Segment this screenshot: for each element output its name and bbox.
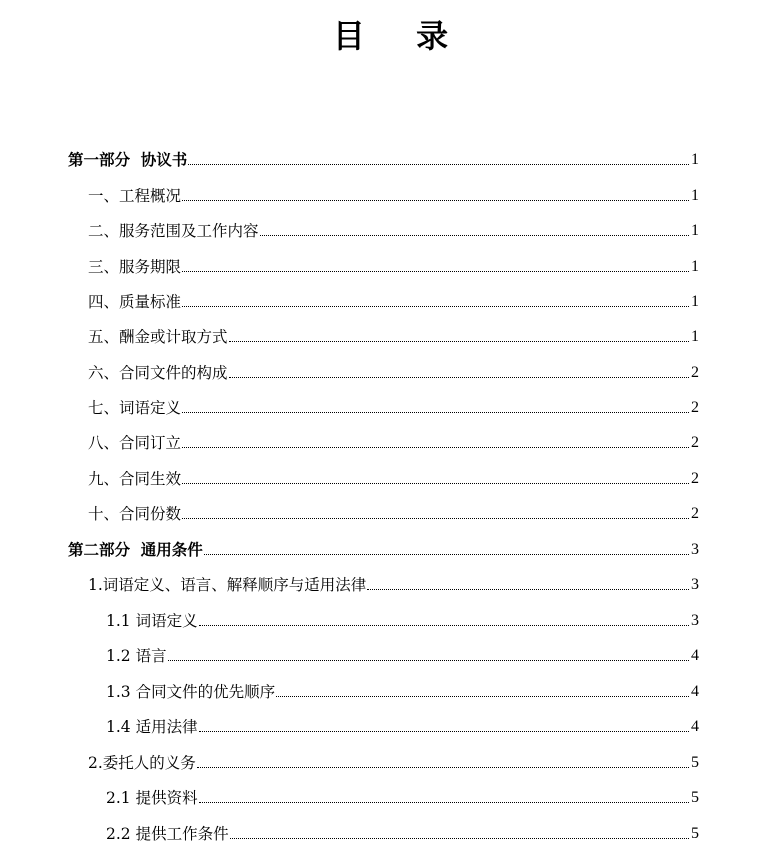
dot-leader xyxy=(182,411,689,413)
dot-leader xyxy=(182,305,689,307)
toc-entry-label: 五、酬金或计取方式 xyxy=(88,328,228,346)
toc-entry[interactable] xyxy=(88,744,699,774)
toc-entry[interactable] xyxy=(106,779,699,809)
dot-leader xyxy=(199,730,689,732)
toc-page-number: 4 xyxy=(691,647,699,664)
toc-entry-label: 1.词语定义、语言、解释顺序与适用法律 xyxy=(88,576,367,594)
toc-entry-label: 十、合同份数 xyxy=(88,505,182,523)
dot-leader xyxy=(199,624,689,626)
toc-entry[interactable] xyxy=(106,602,699,632)
dot-leader xyxy=(188,163,689,165)
toc-page-number: 5 xyxy=(691,789,699,806)
toc-page-number: 3 xyxy=(691,576,699,593)
toc-page-number: 4 xyxy=(691,683,699,700)
toc-page-number: 2 xyxy=(691,434,699,451)
toc-entry[interactable] xyxy=(88,389,699,419)
toc-entry[interactable] xyxy=(88,495,699,525)
toc-entry-label: 1.3 合同文件的优先顺序 xyxy=(106,683,276,701)
dot-leader xyxy=(168,659,689,661)
toc-entry-label: 四、质量标准 xyxy=(88,293,182,311)
dot-leader xyxy=(197,766,689,768)
toc-page-number: 2 xyxy=(691,470,699,487)
toc-page-number: 2 xyxy=(691,505,699,522)
toc-entry-label: 九、合同生效 xyxy=(88,470,182,488)
toc-entry[interactable] xyxy=(88,248,699,278)
toc-entry[interactable] xyxy=(88,212,699,242)
toc-entry-label: 二、服务范围及工作内容 xyxy=(88,222,259,240)
toc-page-number: 1 xyxy=(691,328,699,345)
toc-page-number: 1 xyxy=(691,222,699,239)
toc-page-number: 1 xyxy=(691,151,699,168)
dot-leader xyxy=(182,517,689,519)
toc-entry-label: 第二部分 通用条件 xyxy=(68,541,203,559)
toc-entry-label: 七、词语定义 xyxy=(88,399,182,417)
toc-entry[interactable] xyxy=(88,318,699,348)
toc-entry[interactable] xyxy=(88,566,699,596)
toc-entry[interactable] xyxy=(106,637,699,667)
toc-entry-label: 2.委托人的义务 xyxy=(88,754,196,772)
dot-leader xyxy=(182,446,689,448)
toc-entry-label: 1.4 适用法律 xyxy=(106,718,198,736)
toc-entry[interactable] xyxy=(106,708,699,738)
page-title: 目 录 xyxy=(332,17,469,55)
toc-page-number: 3 xyxy=(691,612,699,629)
toc-entry[interactable] xyxy=(88,177,699,207)
toc-page-number: 1 xyxy=(691,258,699,275)
toc-entry-part-2[interactable] xyxy=(68,531,699,561)
toc-entry-label: 2.1 提供资料 xyxy=(106,789,198,807)
toc-page-number: 5 xyxy=(691,754,699,771)
dot-leader xyxy=(182,482,689,484)
toc-entry[interactable] xyxy=(88,460,699,490)
toc-entry-label: 八、合同订立 xyxy=(88,434,182,452)
toc-entry-label: 1.2 语言 xyxy=(106,647,167,665)
toc-entry-label: 1.1 词语定义 xyxy=(106,612,198,630)
toc-entry[interactable] xyxy=(106,673,699,703)
toc-entry[interactable] xyxy=(88,424,699,454)
toc-entry-part-1[interactable] xyxy=(68,141,699,171)
dot-leader xyxy=(367,588,689,590)
dot-leader xyxy=(229,376,689,378)
toc-entry-label: 第一部分 协议书 xyxy=(68,151,188,169)
dot-leader xyxy=(229,340,689,342)
toc-entry-label: 2.2 提供工作条件 xyxy=(106,825,229,843)
dot-leader xyxy=(276,695,689,697)
toc-entry-label: 六、合同文件的构成 xyxy=(88,364,228,382)
toc-page-number: 4 xyxy=(691,718,699,735)
dot-leader xyxy=(260,234,689,236)
dot-leader xyxy=(199,801,689,803)
dot-leader xyxy=(204,553,689,555)
toc-page-number: 3 xyxy=(691,541,699,558)
toc-entry-label: 一、工程概况 xyxy=(88,187,182,205)
toc-entry[interactable] xyxy=(106,815,699,845)
dot-leader xyxy=(182,199,689,201)
toc-page-number: 2 xyxy=(691,364,699,381)
toc-page-number: 2 xyxy=(691,399,699,416)
dot-leader xyxy=(182,270,689,272)
toc-entry[interactable] xyxy=(88,354,699,384)
toc-page-number: 1 xyxy=(691,293,699,310)
toc-entry[interactable] xyxy=(88,283,699,313)
toc-entry-label: 三、服务期限 xyxy=(88,258,182,276)
toc-page-number: 1 xyxy=(691,187,699,204)
toc-page-number: 5 xyxy=(691,825,699,842)
dot-leader xyxy=(230,837,689,839)
